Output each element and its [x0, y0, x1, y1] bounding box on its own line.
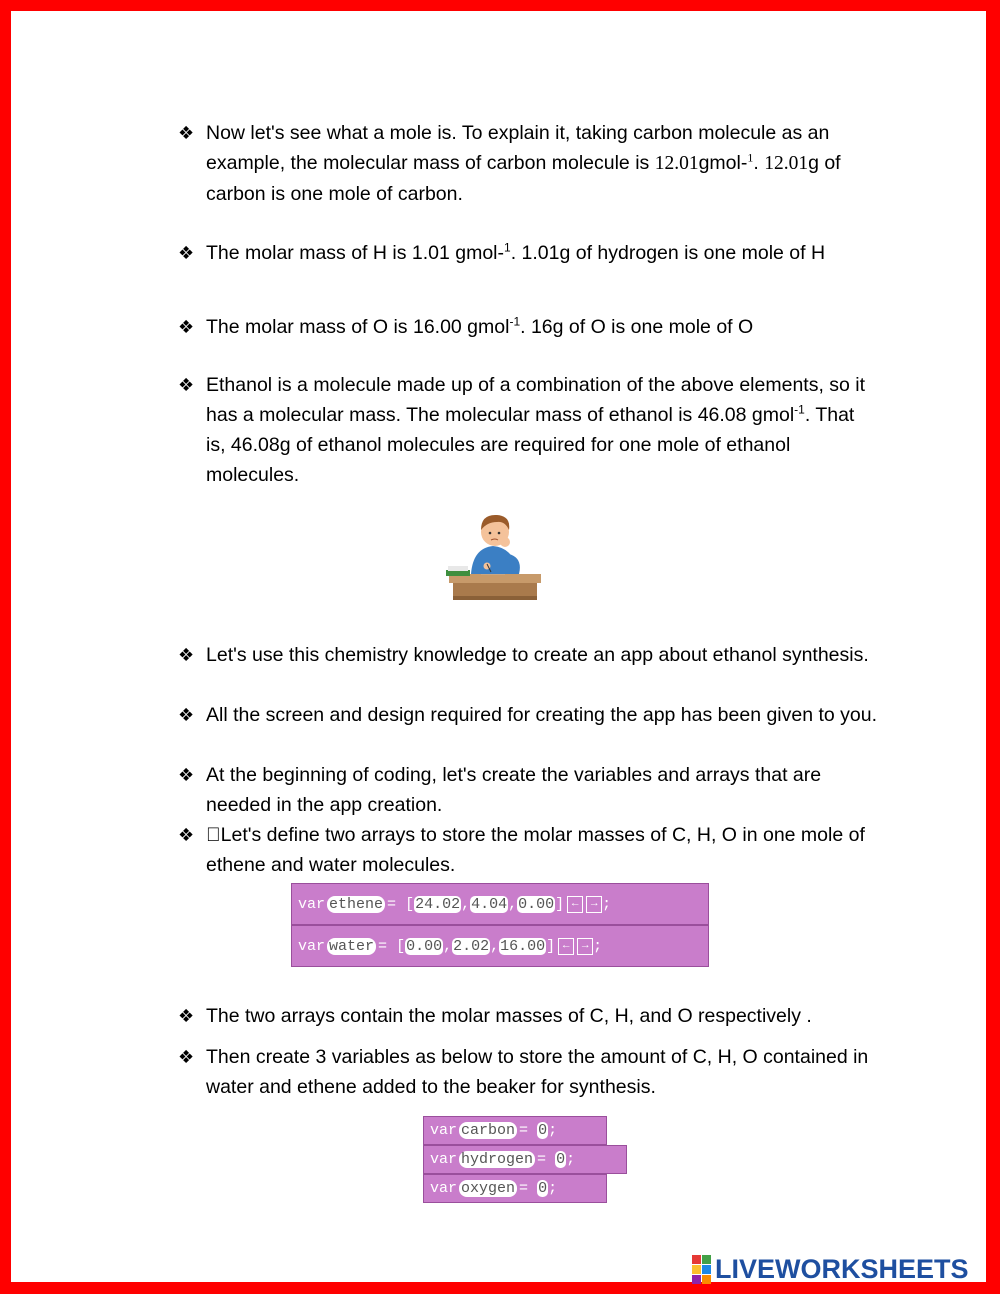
value-slot: 0.00: [518, 895, 555, 913]
bullet-mole-definition: [178, 118, 878, 209]
bullet-text: Ethanol is a molecule made up of a combination of the above elements, so it has a molecular mass. The molecular mass of ethanol is 46.08 gmol$^{-1}$. That is, 46.08g of ethanol molecules are required for one mole of ethanol molecules.: [206, 374, 866, 486]
value-slot: 16.00: [500, 937, 546, 955]
bullet-ethanol-mass: [178, 370, 878, 490]
diamond-bullet-icon: ❖: [178, 825, 195, 845]
value-slot: 4.04: [471, 895, 508, 913]
thinking-student-illustration: [443, 508, 543, 602]
variable-name-pill: hydrogen: [461, 1151, 534, 1168]
bullet-arrays-contain: [178, 1001, 878, 1031]
variable-name-pill: carbon: [461, 1122, 516, 1139]
bullet-oxygen-mass: [178, 312, 878, 342]
carbon-variable-block: var carbon = 0 ;: [423, 1116, 607, 1145]
diamond-bullet-icon: ❖: [178, 317, 195, 337]
value-slot: 2.02: [453, 937, 490, 955]
bullet-text:  Let's define two arrays to store the molar masses of C, H, O in one mole of ethene and water molecules.: [206, 824, 865, 876]
diamond-bullet-icon: ❖: [178, 375, 195, 395]
value-slot: 0: [556, 1151, 566, 1168]
bullet-create-three-variables: [178, 1042, 878, 1102]
diamond-bullet-icon: ❖: [178, 1047, 195, 1067]
diamond-bullet-icon: ❖: [178, 765, 195, 785]
ethene-array-block: var ethene = [ 24.02 , 4.04 , 0.00 ] ← → ;: [291, 883, 709, 925]
bullet-create-app: [178, 640, 878, 670]
bullet-text: The two arrays contain the molar masses of C, H, and O respectively .: [206, 1005, 812, 1027]
value-slot: 0: [538, 1122, 548, 1139]
value-slot: 0: [538, 1180, 548, 1197]
variable-name-pill: water: [329, 937, 375, 955]
diamond-bullet-icon: ❖: [178, 123, 195, 143]
water-array-block: var water = [ 0.00 , 2.02 , 16.00 ] ← → ;: [291, 925, 709, 967]
liveworksheets-logo: [692, 1255, 969, 1283]
bullet-text: Let's use this chemistry knowledge to create an app about ethanol synthesis.: [206, 644, 869, 666]
bullet-hydrogen-mass: [178, 238, 878, 268]
variable-name-pill: ethene: [329, 895, 384, 913]
left-arrow-icon: ←: [558, 938, 574, 955]
value-slot: 0.00: [406, 937, 443, 955]
oxygen-variable-block: var oxygen = 0 ;: [423, 1174, 607, 1203]
diamond-bullet-icon: ❖: [178, 645, 195, 665]
bullet-screen-design: [178, 700, 878, 730]
diamond-bullet-icon: ❖: [178, 705, 195, 725]
diamond-bullet-icon: ❖: [178, 243, 195, 263]
bullet-text: All the screen and design required for creating the app has been given to you.: [206, 704, 878, 726]
bullet-text: Now let's see what a mole is. To explain it, taking carbon molecule as an example, the molecular mass of carbon molecule is 12.01gmol-$^1$. 12.01g of carbon is one mole of carbon.: [206, 122, 841, 205]
bullet-text: Then create 3 variables as below to store the amount of C, H, O contained in water and ethene added to the beaker for synthesis.: [206, 1046, 869, 1098]
right-arrow-icon: →: [577, 938, 593, 955]
bullet-text: At the beginning of coding, let's create the variables and arrays that are needed in the app creation.: [206, 764, 822, 816]
left-arrow-icon: ←: [567, 896, 583, 913]
bullet-create-variables: [178, 760, 878, 820]
right-arrow-icon: →: [586, 896, 602, 913]
diamond-bullet-icon: ❖: [178, 1006, 195, 1026]
logo-squares-icon: [692, 1255, 711, 1284]
arrays-code-block: [291, 883, 709, 967]
logo-wordmark: LIVEWORKSHEETS: [715, 1253, 969, 1284]
hydrogen-variable-block: var hydrogen = 0 ;: [423, 1145, 627, 1174]
variable-name-pill: oxygen: [461, 1180, 516, 1197]
bullet-text: The molar mass of O is 16.00 gmol$^{-1}$. 16g of O is one mole of O: [206, 314, 754, 338]
value-slot: 24.02: [415, 895, 461, 913]
bullet-text: The molar mass of H is 1.01 gmol-$^1$. 1.01g of hydrogen is one mole of H: [206, 240, 826, 264]
variables-code-block: [423, 1116, 627, 1203]
bullet-define-arrays: [178, 820, 878, 880]
